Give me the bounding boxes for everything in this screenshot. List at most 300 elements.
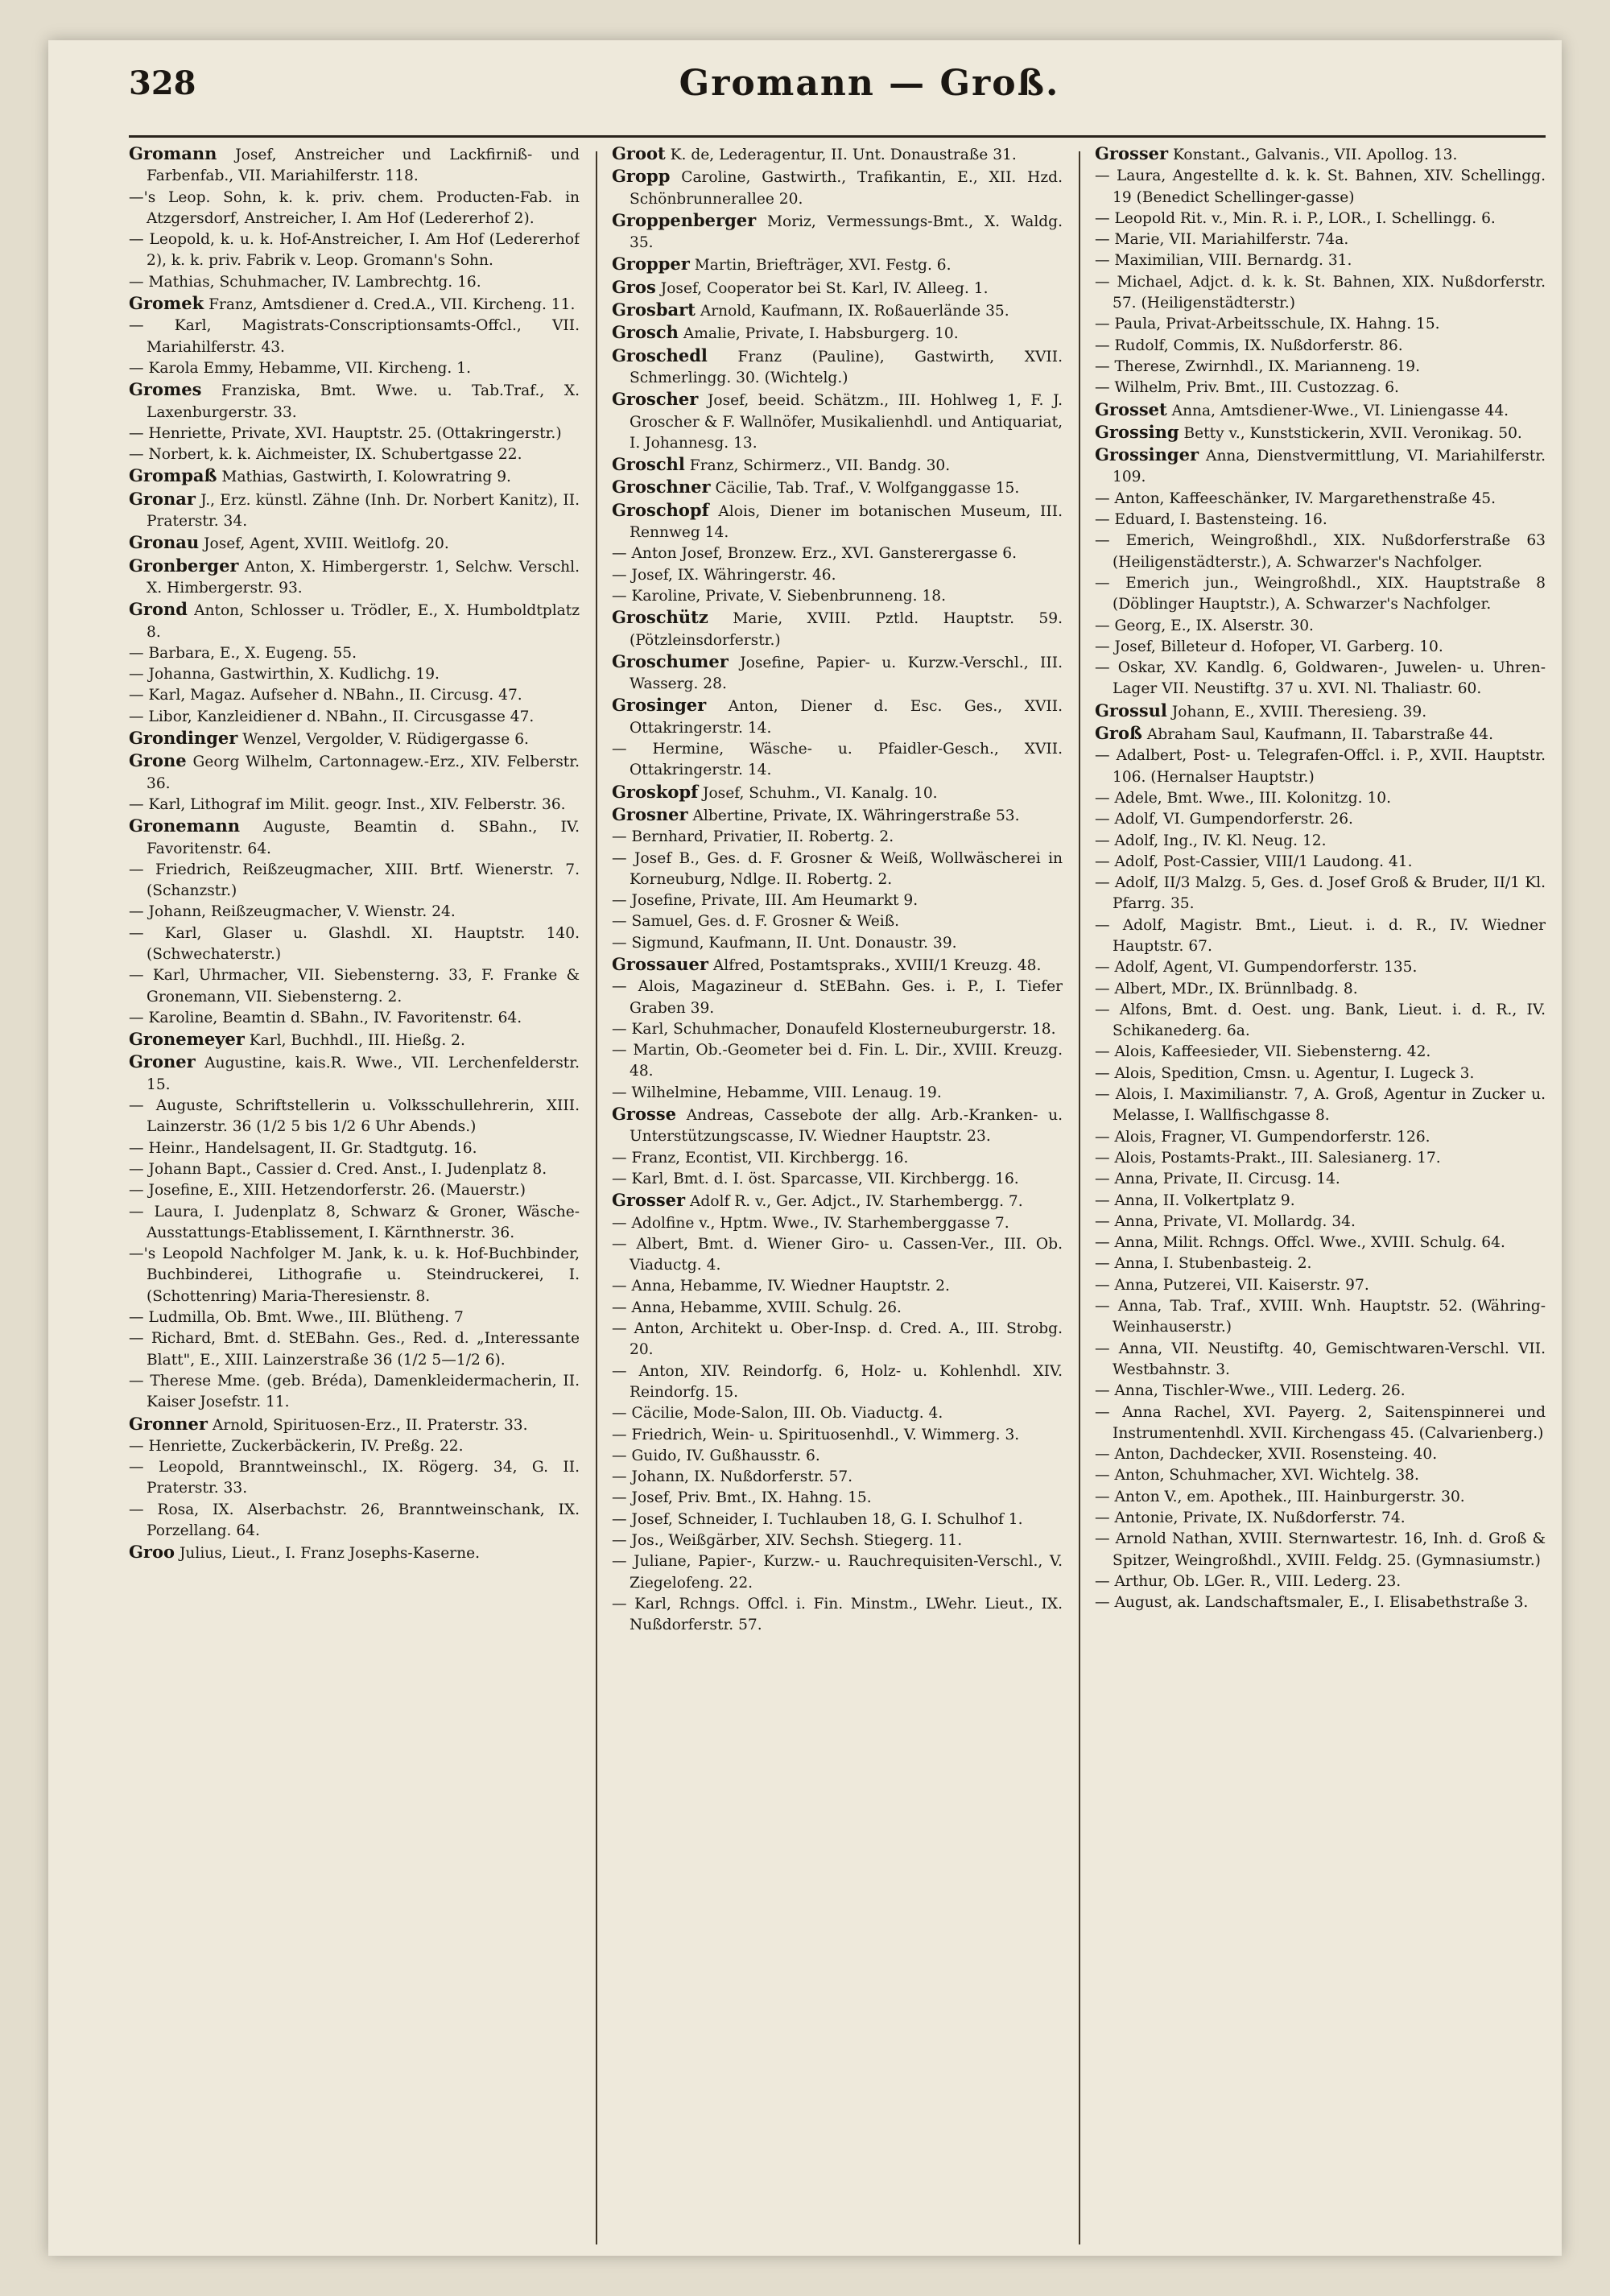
entry-surname: Grondinger bbox=[129, 728, 238, 749]
directory-entry bbox=[129, 643, 580, 664]
directory-entry bbox=[1095, 166, 1546, 209]
entry-text: — Josef, Schneider, I. Tuchlauben 18, G. I. Schulhof 1. bbox=[612, 1510, 1023, 1528]
directory-entry bbox=[1095, 700, 1546, 723]
entry-surname: Gronar bbox=[129, 488, 196, 509]
directory-entry bbox=[1095, 336, 1546, 357]
entry-text: — Juliane, Papier-, Kurzw.- u. Rauchrequisiten-Verschl., V. Ziegelofeng. 22. bbox=[612, 1553, 1063, 1592]
directory-entry bbox=[1095, 531, 1546, 573]
entry-text: Georg Wilhelm, Cartonnagew.-Erz., XIV. Felberstr. 36. bbox=[147, 754, 580, 792]
directory-entry bbox=[1095, 1571, 1546, 1592]
directory-entry bbox=[129, 707, 580, 728]
directory-entry bbox=[129, 316, 580, 358]
directory-entry bbox=[1095, 788, 1546, 809]
directory-entry bbox=[612, 739, 1063, 782]
directory-entry bbox=[612, 143, 1063, 166]
directory-entry bbox=[612, 1040, 1063, 1083]
entry-text: — Adolf, Ing., IV. Kl. Neug. 12. bbox=[1095, 832, 1327, 849]
directory-entry bbox=[129, 379, 580, 423]
directory-entry bbox=[129, 444, 580, 465]
entry-text: — Anton, Architekt u. Ober-Insp. d. Cred. A., III. Strobg. 20. bbox=[612, 1320, 1063, 1359]
entry-text: — Josef, Priv. Bmt., IX. Hahng. 15. bbox=[612, 1489, 872, 1507]
directory-entry bbox=[129, 965, 580, 1008]
entry-text: Franz (Pauline), Gastwirth, XVII. Schmerlingg. 30. (Wichtelg.) bbox=[630, 348, 1063, 386]
directory-entry bbox=[612, 345, 1063, 390]
directory-entry bbox=[612, 1551, 1063, 1594]
entry-text: — Leopold Rit. v., Min. R. i. P., LOR., I. Schellingg. 6. bbox=[1095, 209, 1496, 227]
entry-text: Auguste, Beamtin d. SBahn., IV. Favoritenstr. 64. bbox=[147, 819, 580, 857]
column-1 bbox=[129, 143, 580, 2244]
entry-text: — Maximilian, VIII. Bernardg. 31. bbox=[1095, 252, 1352, 270]
directory-entry bbox=[612, 1234, 1063, 1277]
directory-entry bbox=[612, 565, 1063, 586]
entry-text: — Arthur, Ob. LGer. R., VIII. Lederg. 23. bbox=[1095, 1572, 1402, 1590]
entry-text: — Anna, II. Volkertplatz 9. bbox=[1095, 1191, 1295, 1209]
entry-text: — Alois, Fragner, VI. Gumpendorferstr. 126. bbox=[1095, 1128, 1430, 1146]
directory-entry bbox=[129, 1307, 580, 1328]
entry-text: — Wilhelm, Priv. Bmt., III. Custozzag. 6. bbox=[1095, 379, 1399, 397]
column-2 bbox=[612, 143, 1063, 2244]
directory-entry bbox=[129, 923, 580, 966]
directory-entry bbox=[612, 1298, 1063, 1319]
entry-text: — Antonie, Private, IX. Nußdorferstr. 74. bbox=[1095, 1509, 1406, 1526]
page-header bbox=[129, 48, 1562, 137]
entry-text: —'s Leop. Sohn, k. k. priv. chem. Producten-Fab. in Atzgersdorf, Anstreicher, I. Am Hof (Ledererhof 2). bbox=[129, 188, 580, 227]
directory-entry bbox=[612, 933, 1063, 954]
entry-text: — Rosa, IX. Alserbachstr. 26, Branntweinschank, IX. Porzellang. 64. bbox=[129, 1501, 580, 1539]
directory-entry bbox=[1095, 957, 1546, 978]
directory-entry bbox=[1095, 873, 1546, 915]
directory-entry bbox=[612, 166, 1063, 210]
entry-surname: Gronemeyer bbox=[129, 1029, 245, 1050]
running-head: Gromann — Groß. bbox=[679, 63, 1060, 104]
directory-entry bbox=[612, 1104, 1063, 1148]
entry-text: — Josefine, Private, III. Am Heumarkt 9. bbox=[612, 892, 919, 910]
directory-entry bbox=[1095, 422, 1546, 444]
directory-entry bbox=[1095, 637, 1546, 658]
directory-entry bbox=[129, 685, 580, 706]
entry-surname: Grosch bbox=[612, 322, 679, 343]
entry-surname: Grosinger bbox=[612, 695, 707, 716]
directory-entry bbox=[1095, 831, 1546, 852]
directory-entry bbox=[129, 143, 580, 188]
entry-text: — Adalbert, Post- u. Telegrafen-Offcl. i. P., XVII. Hauptstr. 106. (Hernalser Hauptstr.) bbox=[1095, 747, 1546, 786]
entry-text: Arnold, Kaufmann, IX. Roßauerlände 35. bbox=[700, 303, 1009, 320]
entry-text: — Cäcilie, Mode-Salon, III. Ob. Viaductg. 4. bbox=[612, 1405, 943, 1423]
directory-entry bbox=[612, 299, 1063, 322]
page-number: 328 bbox=[129, 64, 196, 102]
directory-entry bbox=[1095, 723, 1546, 745]
entry-text: — Johann Bapt., Cassier d. Cred. Anst., I. Judenplatz 8. bbox=[129, 1160, 547, 1178]
entry-surname: Groschedl bbox=[612, 345, 708, 365]
entry-text: — Richard, Bmt. d. StEBahn. Ges., Red. d. „Interessante Blatt", E., XIII. Lainzerstraße 36 (1/2 5—1/2 6). bbox=[129, 1330, 580, 1369]
directory-entry bbox=[612, 254, 1063, 276]
entry-text: — Josef, IX. Währingerstr. 46. bbox=[612, 566, 836, 584]
directory-entry bbox=[612, 977, 1063, 1019]
directory-entry bbox=[612, 1148, 1063, 1169]
directory-entry bbox=[1095, 143, 1546, 166]
entry-surname: Groscher bbox=[612, 389, 699, 410]
directory-entry bbox=[129, 1029, 580, 1051]
entry-text: — Karl, Magaz. Aufseher d. NBahn., II. Circusg. 47. bbox=[129, 687, 522, 704]
entry-text: — Anton V., em. Apothek., III. Hainburgerstr. 30. bbox=[1095, 1488, 1465, 1505]
entry-text: Josef, Cooperator bei St. Karl, IV. Alleeg. 1. bbox=[660, 279, 989, 297]
entry-surname: Gromes bbox=[129, 379, 202, 400]
entry-surname: Groot bbox=[612, 143, 666, 163]
directory-entry bbox=[1095, 1000, 1546, 1043]
entry-text: — Karl, Uhrmacher, VII. Siebensterng. 33, F. Franke & Gronemann, VII. Siebensterng. 2. bbox=[129, 967, 580, 1006]
directory-entry bbox=[1095, 809, 1546, 830]
entry-text: — Samuel, Ges. d. F. Grosner & Weiß. bbox=[612, 913, 900, 931]
directory-entry bbox=[612, 1019, 1063, 1040]
directory-entry bbox=[1095, 510, 1546, 531]
entry-text: — Friedrich, Reißzeugmacher, XIII. Brtf. Wienerstr. 7. (Schanzstr.) bbox=[129, 861, 580, 900]
entry-surname: Groschumer bbox=[612, 650, 729, 671]
entry-text: — Norbert, k. k. Aichmeister, IX. Schubertgasse 22. bbox=[129, 446, 522, 464]
directory-entry bbox=[612, 1425, 1063, 1446]
directory-entry bbox=[1095, 1212, 1546, 1233]
directory-entry bbox=[612, 543, 1063, 564]
entry-text: J., Erz. künstl. Zähne (Inh. Dr. Norbert Kanitz), II. Praterstr. 34. bbox=[147, 491, 580, 531]
entry-text: — Anna, I. Stubenbasteig. 2. bbox=[1095, 1255, 1312, 1273]
entry-surname: Grosser bbox=[1095, 143, 1169, 163]
entry-surname: Grond bbox=[129, 599, 188, 620]
directory-entry bbox=[129, 1180, 580, 1201]
directory-entry bbox=[129, 1244, 580, 1307]
directory-entry bbox=[129, 1371, 580, 1414]
directory-entry bbox=[1095, 1444, 1546, 1465]
entry-text: — Albert, Bmt. d. Wiener Giro- u. Cassen-Ver., III. Ob. Viaductg. 4. bbox=[612, 1235, 1063, 1274]
entry-surname: Groschl bbox=[612, 454, 685, 475]
column-divider bbox=[1079, 151, 1080, 2244]
entry-text: — Georg, E., IX. Alserstr. 30. bbox=[1095, 617, 1314, 634]
entry-text: Andreas, Cassebote der allg. Arb.-Kranken- u. Unterstützungscasse, IV. Wiedner Hauptstr. 23. bbox=[630, 1107, 1063, 1146]
directory-entry bbox=[612, 1213, 1063, 1234]
directory-entry bbox=[129, 664, 580, 685]
directory-entry bbox=[1095, 1529, 1546, 1571]
directory-entry bbox=[612, 1446, 1063, 1467]
entry-surname: Gronau bbox=[129, 532, 200, 553]
entry-text: — Anna, Private, VI. Mollardg. 34. bbox=[1095, 1212, 1356, 1230]
entry-text: Josef, Agent, XVIII. Weitlofg. 20. bbox=[204, 535, 449, 553]
entry-text: Josef, beeid. Schätzm., III. Hohlweg 1, F. J. Groscher & F. Wallnöfer, Musikalienhdl. und Antiquariat, I. Johannesg. 13. bbox=[630, 392, 1063, 452]
entry-text: — Paula, Privat-Arbeitsschule, IX. Hahng. 15. bbox=[1095, 316, 1440, 333]
directory-entry bbox=[1095, 399, 1546, 422]
directory-entry bbox=[612, 210, 1063, 254]
entry-surname: Gromek bbox=[129, 293, 204, 314]
directory-entry bbox=[612, 1530, 1063, 1551]
entry-text: Wenzel, Vergolder, V. Rüdigergasse 6. bbox=[242, 731, 529, 749]
directory-entry bbox=[1095, 658, 1546, 700]
entry-surname: Grosser bbox=[612, 1190, 686, 1211]
entry-text: — Alois, Magazineur d. StEBahn. Ges. i. P., I. Tiefer Graben 39. bbox=[612, 978, 1063, 1017]
directory-entry bbox=[129, 1500, 580, 1542]
directory-entry bbox=[1095, 357, 1546, 378]
entry-text: Anna, Dienstvermittlung, VI. Mariahilferstr. 109. bbox=[1113, 448, 1546, 486]
directory-entry bbox=[1095, 378, 1546, 398]
entry-text: — Auguste, Schriftstellerin u. Volksschullehrerin, XIII. Lainzerstr. 36 (1/2 5 bis 1/2 6 Uhr Abends.) bbox=[129, 1097, 580, 1136]
directory-entry bbox=[612, 695, 1063, 739]
entry-text: — Arnold Nathan, XVIII. Sternwartestr. 16, Inh. d. Groß & Spitzer, Weingroßhdl., XVIII. Feldg. 25. (Gymnasiumstr.) bbox=[1095, 1530, 1546, 1569]
entry-text: — Anna, Putzerei, VII. Kaiserstr. 97. bbox=[1095, 1276, 1369, 1294]
directory-entry bbox=[1095, 1275, 1546, 1296]
entry-text: — Karl, Bmt. d. I. öst. Sparcasse, VII. Kirchbergg. 16. bbox=[612, 1170, 1019, 1187]
directory-entry bbox=[612, 1488, 1063, 1509]
entry-text: Anna, Amtsdiener-Wwe., VI. Liniengasse 44. bbox=[1171, 402, 1509, 419]
entry-surname: Groschner bbox=[612, 477, 711, 498]
directory-entry bbox=[1095, 1253, 1546, 1274]
entry-text: — Heinr., Handelsagent, II. Gr. Stadtgutg. 16. bbox=[129, 1139, 477, 1157]
entry-surname: Grone bbox=[129, 750, 187, 771]
directory-entry bbox=[612, 890, 1063, 911]
directory-entry bbox=[129, 599, 580, 643]
entry-text: Josefine, Papier- u. Kurzw.-Verschl., III. Wasserg. 28. bbox=[630, 654, 1063, 693]
directory-entry bbox=[612, 607, 1063, 651]
directory-entry bbox=[1095, 573, 1546, 616]
directory-entry bbox=[129, 1202, 580, 1245]
entry-text: — Libor, Kanzleidiener d. NBahn., II. Circusgasse 47. bbox=[129, 708, 535, 725]
entry-text: Josef, Anstreicher und Lackfirniß- und Farbenfab., VII. Mariahilferstr. 118. bbox=[147, 147, 580, 185]
entry-text: — Johann, Reißzeugmacher, V. Wienstr. 24. bbox=[129, 903, 456, 921]
entry-text: Albertine, Private, IX. Währingerstraße 53. bbox=[692, 807, 1020, 824]
directory-entry bbox=[612, 500, 1063, 544]
directory-entry bbox=[129, 1542, 580, 1564]
entry-text: Julius, Lieut., I. Franz Josephs-Kaserne. bbox=[179, 1545, 480, 1563]
entry-text: — Adolf, VI. Gumpendorferstr. 26. bbox=[1095, 811, 1353, 828]
directory-entry bbox=[129, 1096, 580, 1138]
entry-surname: Grossing bbox=[1095, 421, 1179, 442]
directory-entry bbox=[129, 750, 580, 795]
entry-text: — Anton Josef, Bronzew. Erz., XVI. Gansterergasse 6. bbox=[612, 545, 1018, 563]
directory-entry bbox=[129, 489, 580, 533]
directory-entry bbox=[612, 586, 1063, 607]
entry-text: — Anna Rachel, XVI. Payerg. 2, Saitenspinnerei und Instrumentenhdl. XVII. Kirchengass 45. (Calvarienberg.) bbox=[1095, 1403, 1546, 1442]
entry-text: — Emerich, Weingroßhdl., XIX. Nußdorferstraße 63 (Heiligenstädterstr.), A. Schwarzer's Nachfolger. bbox=[1095, 532, 1546, 571]
directory-entry bbox=[612, 1594, 1063, 1637]
directory-entry bbox=[129, 902, 580, 923]
directory-entry bbox=[129, 728, 580, 750]
entry-text: — Barbara, E., X. Eugeng. 55. bbox=[129, 644, 357, 662]
directory-entry bbox=[612, 911, 1063, 932]
entry-text: Mathias, Gastwirth, I. Kolowratring 9. bbox=[221, 469, 511, 486]
directory-entry bbox=[612, 389, 1063, 454]
directory-entry bbox=[1095, 209, 1546, 229]
directory-entry bbox=[612, 1361, 1063, 1404]
directory-entry bbox=[129, 465, 580, 488]
entry-text: — Alois, Postamts-Prakt., III. Salesianerg. 17. bbox=[1095, 1149, 1441, 1167]
entry-text: — Anna, Hebamme, XVIII. Schulg. 26. bbox=[612, 1299, 902, 1316]
directory-entry bbox=[1095, 915, 1546, 958]
entry-text: — Oskar, XV. Kandlg. 6, Goldwaren-, Juwelen- u. Uhren-Lager VII. Neustiftg. 37 u. XVI. Nl. Thaliastr. 60. bbox=[1095, 659, 1546, 698]
entry-text: — Franz, Econtist, VII. Kirchbergg. 16. bbox=[612, 1149, 909, 1167]
entry-text: — Karoline, Beamtin d. SBahn., IV. Favoritenstr. 64. bbox=[129, 1009, 522, 1026]
entry-text: Caroline, Gastwirth., Trafikantin, E., XII. Hzd. Schönbrunnerallee 20. bbox=[630, 169, 1063, 208]
directory-entry bbox=[1095, 250, 1546, 271]
entry-surname: Gronemann bbox=[129, 816, 240, 836]
directory-entry bbox=[1095, 1508, 1546, 1529]
directory-entry bbox=[129, 188, 580, 230]
directory-entry bbox=[612, 804, 1063, 827]
entry-text: — Albert, MDr., IX. Brünnlbadg. 8. bbox=[1095, 980, 1358, 997]
entry-text: — Hermine, Wäsche- u. Pfaidler-Gesch., XVII. Ottakringerstr. 14. bbox=[612, 741, 1063, 779]
entry-text: — Sigmund, Kaufmann, II. Unt. Donaustr. 39. bbox=[612, 934, 957, 952]
entry-surname: Grosbart bbox=[612, 299, 696, 320]
entry-surname: Groo bbox=[129, 1542, 175, 1563]
entry-text: —'s Leopold Nachfolger M. Jank, k. u. k. Hof-Buchbinder, Buchbinderei, Lithografie u. Steindruckerei, I. (Schottenring) Maria-Theresienstr. 8. bbox=[129, 1245, 580, 1305]
directory-entry bbox=[1095, 272, 1546, 315]
directory-entry bbox=[1095, 1402, 1546, 1445]
entry-text: — Karola Emmy, Hebamme, VII. Kircheng. 1. bbox=[129, 359, 471, 377]
entry-surname: Gropp bbox=[612, 166, 671, 187]
entry-text: — Karoline, Private, V. Siebenbrunneng. 18. bbox=[612, 587, 947, 605]
entry-text: — Marie, VII. Mariahilferstr. 74a. bbox=[1095, 231, 1349, 249]
directory-entry bbox=[1095, 1148, 1546, 1169]
entry-text: — Leopold, Branntweinschl., IX. Rögerg. 34, G. II. Praterstr. 33. bbox=[129, 1459, 580, 1497]
directory-entry bbox=[612, 1509, 1063, 1530]
directory-entry bbox=[1095, 489, 1546, 510]
entry-text: — Henriette, Private, XVI. Hauptstr. 25. (Ottakringerstr.) bbox=[129, 424, 562, 442]
entry-text: — Anna, Private, II. Circusg. 14. bbox=[1095, 1171, 1340, 1188]
directory-entry bbox=[129, 1159, 580, 1180]
directory-entry bbox=[612, 1190, 1063, 1212]
entry-text: — Adele, Bmt. Wwe., III. Kolonitzg. 10. bbox=[1095, 789, 1392, 807]
entry-text: — Johanna, Gastwirthin, X. Kudlichg. 19. bbox=[129, 666, 440, 683]
entry-text: — Bernhard, Privatier, II. Robertg. 2. bbox=[612, 828, 894, 846]
entry-surname: Gropper bbox=[612, 254, 690, 275]
entry-text: — Guido, IV. Gußhausstr. 6. bbox=[612, 1447, 820, 1464]
directory-entry bbox=[129, 860, 580, 902]
directory-entry bbox=[1095, 616, 1546, 637]
directory-entry bbox=[612, 1083, 1063, 1104]
entry-text: — Jos., Weißgärber, XIV. Sechsh. Stiegerg. 11. bbox=[612, 1532, 963, 1549]
directory-entry bbox=[129, 1138, 580, 1159]
entry-text: — Alois, Spedition, Cmsn. u. Agentur, I. Lugeck 3. bbox=[1095, 1064, 1475, 1082]
entry-text: — Josef B., Ges. d. F. Grosner & Weiß, Wollwäscherei in Korneuburg, Ndlge. II. Robertg. 2. bbox=[612, 849, 1063, 888]
directory-entry bbox=[1095, 1381, 1546, 1402]
directory-entry bbox=[1095, 1169, 1546, 1190]
directory-entry bbox=[612, 454, 1063, 477]
entry-text: Anton, Diener d. Esc. Ges., XVII. Ottakringerstr. 14. bbox=[630, 698, 1063, 737]
entry-text: — Rudolf, Commis, IX. Nußdorferstr. 86. bbox=[1095, 337, 1403, 354]
entry-text: — Anna, Milit. Rchngs. Offcl. Wwe., XVIII. Schulg. 64. bbox=[1095, 1234, 1505, 1252]
entry-text: Alfred, Postamtspraks., XVIII/1 Kreuzg. 48. bbox=[712, 956, 1042, 974]
entry-text: — Anna, VII. Neustiftg. 40, Gemischtwaren-Verschl. VII. Westbahnstr. 3. bbox=[1095, 1340, 1546, 1378]
entry-surname: Grossul bbox=[1095, 700, 1167, 721]
directory-entry bbox=[129, 1457, 580, 1500]
entry-text: — Karl, Rchngs. Offcl. i. Fin. Minstm., LWehr. Lieut., IX. Nußdorferstr. 57. bbox=[612, 1595, 1063, 1634]
directory-entry bbox=[612, 651, 1063, 696]
directory-entry bbox=[612, 1276, 1063, 1297]
entry-text: Franz, Amtsdiener d. Cred.A., VII. Kircheng. 11. bbox=[208, 296, 576, 314]
directory-entry bbox=[129, 1436, 580, 1457]
entry-text: — Laura, Angestellte d. k. k. St. Bahnen, XIV. Schellingg. 19 (Benedict Schellinger-gasse) bbox=[1095, 167, 1546, 206]
directory-entry bbox=[1095, 444, 1546, 489]
entry-text: — Anton, Dachdecker, XVII. Rosensteing. 40. bbox=[1095, 1446, 1438, 1464]
entry-text: Marie, XVIII. Pztld. Hauptstr. 59. (Pötzleinsdorferstr.) bbox=[630, 610, 1063, 649]
entry-text: — Adolf, Post-Cassier, VIII/1 Laudong. 41. bbox=[1095, 853, 1413, 870]
entry-text: — Josef, Billeteur d. Hofoper, VI. Garberg. 10. bbox=[1095, 638, 1443, 655]
directory-entry bbox=[612, 1169, 1063, 1190]
entry-text: Cäcilie, Tab. Traf., V. Wolfganggasse 15. bbox=[715, 480, 1020, 498]
entry-text: — Therese Mme. (geb. Bréda), Damenkleidermacherin, II. Kaiser Josefstr. 11. bbox=[129, 1372, 580, 1411]
entry-surname: Grossinger bbox=[1095, 444, 1199, 465]
directory-page bbox=[48, 40, 1562, 2256]
entry-text: — Johann, IX. Nußdorferstr. 57. bbox=[612, 1468, 853, 1486]
entry-text: K. de, Lederagentur, II. Unt. Donaustraße 31. bbox=[670, 147, 1017, 163]
entry-text: Augustine, kais.R. Wwe., VII. Lerchenfelderstr. 15. bbox=[147, 1055, 580, 1093]
entry-text: — Martin, Ob.-Geometer bei d. Fin. L. Dir., XVIII. Kreuzg. 48. bbox=[612, 1042, 1063, 1080]
directory-entry bbox=[612, 849, 1063, 891]
entry-surname: Groß bbox=[1095, 723, 1142, 744]
entry-text: Adolf R. v., Ger. Adjct., IV. Starhembergg. 7. bbox=[690, 1193, 1023, 1211]
entry-surname: Gromann bbox=[129, 143, 217, 163]
entry-surname: Groppenberger bbox=[612, 209, 757, 230]
entry-text: — Alois, Kaffeesieder, VII. Siebensterng. 42. bbox=[1095, 1043, 1431, 1061]
header-rule bbox=[129, 135, 1546, 138]
directory-entry bbox=[129, 358, 580, 379]
directory-entry bbox=[1095, 314, 1546, 335]
entry-text: Josef, Schuhm., VI. Kanalg. 10. bbox=[703, 784, 938, 802]
directory-entry bbox=[129, 555, 580, 600]
entry-text: — Adolf, Magistr. Bmt., Lieut. i. d. R., IV. Wiedner Hauptstr. 67. bbox=[1095, 916, 1546, 955]
directory-entry bbox=[612, 277, 1063, 299]
entry-surname: Grossauer bbox=[612, 953, 708, 974]
directory-entry bbox=[1095, 1487, 1546, 1508]
entry-surname: Gronberger bbox=[129, 555, 239, 576]
entry-text: — Henriette, Zuckerbäckerin, IV. Preßg. 22. bbox=[129, 1437, 464, 1455]
directory-entry bbox=[129, 272, 580, 293]
entry-surname: Groschopf bbox=[612, 499, 709, 520]
directory-entry bbox=[1095, 852, 1546, 873]
directory-entry bbox=[612, 1319, 1063, 1361]
directory-entry bbox=[129, 1051, 580, 1096]
entry-text: — Karl, Glaser u. Glashdl. XI. Hauptstr. 140. (Schwechaterstr.) bbox=[129, 924, 580, 963]
entry-text: Anton, X. Himbergerstr. 1, Selchw. Verschl. X. Himbergerstr. 93. bbox=[147, 558, 580, 597]
entry-text: — Karl, Magistrats-Conscriptionsamts-Offcl., VII. Mariahilferstr. 43. bbox=[129, 317, 580, 356]
directory-entry bbox=[612, 827, 1063, 848]
column-divider bbox=[596, 151, 597, 2244]
directory-entry bbox=[1095, 1042, 1546, 1063]
entry-surname: Groskopf bbox=[612, 781, 699, 802]
entry-text: — Alois, I. Maximilianstr. 7, A. Groß, Agentur in Zucker u. Melasse, I. Wallfischgasse 8. bbox=[1095, 1086, 1546, 1125]
directory-entry bbox=[129, 1414, 580, 1436]
entry-text: — Karl, Schuhmacher, Donaufeld Klosterneuburgerstr. 18. bbox=[612, 1020, 1056, 1038]
entry-text: Karl, Buchhdl., III. Hießg. 2. bbox=[249, 1032, 465, 1050]
entry-text: — Adolf, II/3 Malzg. 5, Ges. d. Josef Groß & Bruder, II/1 Kl. Pfarrg. 35. bbox=[1095, 874, 1546, 913]
directory-entry bbox=[1095, 1233, 1546, 1253]
entry-text: — Anna, Tab. Traf., XVIII. Wnh. Hauptstr. 52. (Währing-Weinhauserstr.) bbox=[1095, 1298, 1546, 1336]
entry-text: — Adolfine v., Hptm. Wwe., IV. Starhemberggasse 7. bbox=[612, 1214, 1009, 1232]
entry-text: — Anna, Hebamme, IV. Wiedner Hauptstr. 2. bbox=[612, 1278, 950, 1295]
directory-entry bbox=[1095, 229, 1546, 250]
entry-text: Amalie, Private, I. Habsburgerg. 10. bbox=[683, 325, 959, 343]
directory-entry bbox=[1095, 979, 1546, 1000]
entry-surname: Grosner bbox=[612, 803, 688, 824]
directory-entry bbox=[1095, 745, 1546, 788]
entry-surname: Groschütz bbox=[612, 607, 708, 628]
directory-entry bbox=[612, 1403, 1063, 1424]
directory-entry bbox=[1095, 1465, 1546, 1486]
directory-entry bbox=[612, 782, 1063, 804]
entry-surname: Gros bbox=[612, 276, 656, 297]
entry-text: Martin, Briefträger, XVI. Festg. 6. bbox=[694, 257, 952, 275]
entry-text: Franziska, Bmt. Wwe. u. Tab.Traf., X. Laxenburgerstr. 33. bbox=[147, 382, 580, 421]
directory-entry bbox=[1095, 1063, 1546, 1084]
directory-entry bbox=[612, 1467, 1063, 1488]
entry-text: Moriz, Vermessungs-Bmt., X. Waldg. 35. bbox=[630, 213, 1063, 252]
entry-text: Arnold, Spirituosen-Erz., II. Praterstr. 33. bbox=[212, 1416, 528, 1434]
directory-entry bbox=[1095, 1191, 1546, 1212]
directory-entry bbox=[612, 322, 1063, 345]
